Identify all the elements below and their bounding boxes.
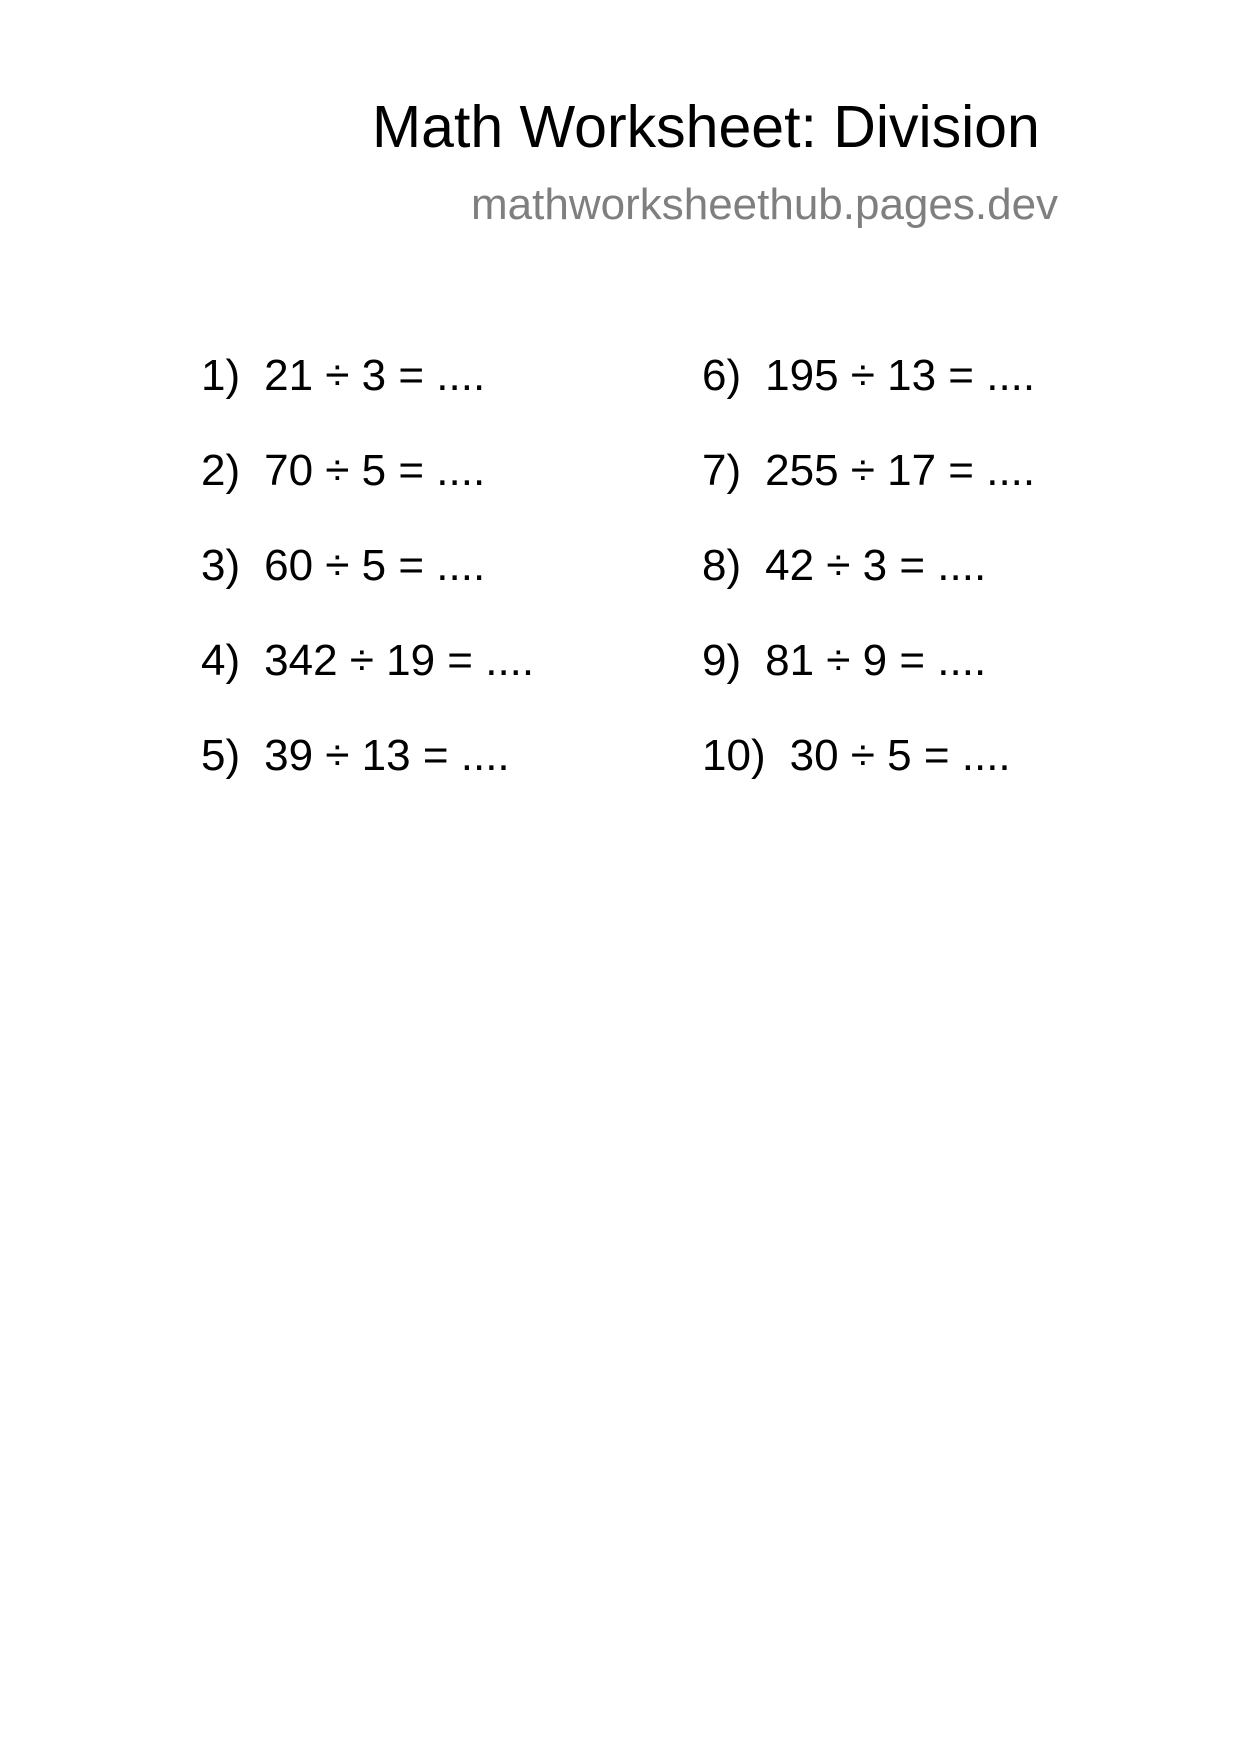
problem-expression: 30 ÷ 5 = ....: [789, 731, 1011, 780]
problem-number: 8): [702, 541, 742, 590]
problem-expression: 42 ÷ 3 = ....: [765, 541, 987, 590]
problem-item: [702, 636, 1035, 734]
problem-number: 2): [201, 446, 241, 495]
problem-number: 10): [702, 731, 766, 780]
problem-expression: 60 ÷ 5 = ....: [264, 541, 486, 590]
problem-item: [201, 731, 534, 829]
problem-item: [201, 636, 535, 734]
problem-expression: 195 ÷ 13 = ....: [765, 351, 1036, 400]
problem-number: 9): [702, 636, 742, 685]
problem-number: 6): [702, 351, 742, 400]
problem-expression: 342 ÷ 19 = ....: [264, 636, 535, 685]
problem-item: [702, 351, 1036, 449]
source-url: mathworksheethub.pages.dev: [471, 180, 1059, 229]
problem-item: [201, 446, 534, 544]
problem-item: [201, 351, 534, 449]
problem-expression: 21 ÷ 3 = ....: [264, 351, 486, 400]
problem-number: 3): [201, 541, 241, 590]
problem-expression: 81 ÷ 9 = ....: [765, 636, 987, 685]
problem-expression: 255 ÷ 17 = ....: [765, 446, 1036, 495]
problem-number: 5): [201, 731, 241, 780]
problem-item: [702, 446, 1036, 544]
problem-expression: 39 ÷ 13 = ....: [264, 731, 510, 780]
problem-column-left: [201, 351, 535, 829]
problem-number: 4): [201, 636, 241, 685]
page-title: Math Worksheet: Division: [372, 94, 1040, 160]
problem-number: 1): [201, 351, 241, 400]
problem-number: 7): [702, 446, 742, 495]
problem-item: [201, 541, 534, 639]
problem-item: [702, 541, 1035, 639]
problem-item: [702, 731, 1035, 829]
problem-expression: 70 ÷ 5 = ....: [264, 446, 486, 495]
problem-column-right: [702, 351, 1036, 829]
